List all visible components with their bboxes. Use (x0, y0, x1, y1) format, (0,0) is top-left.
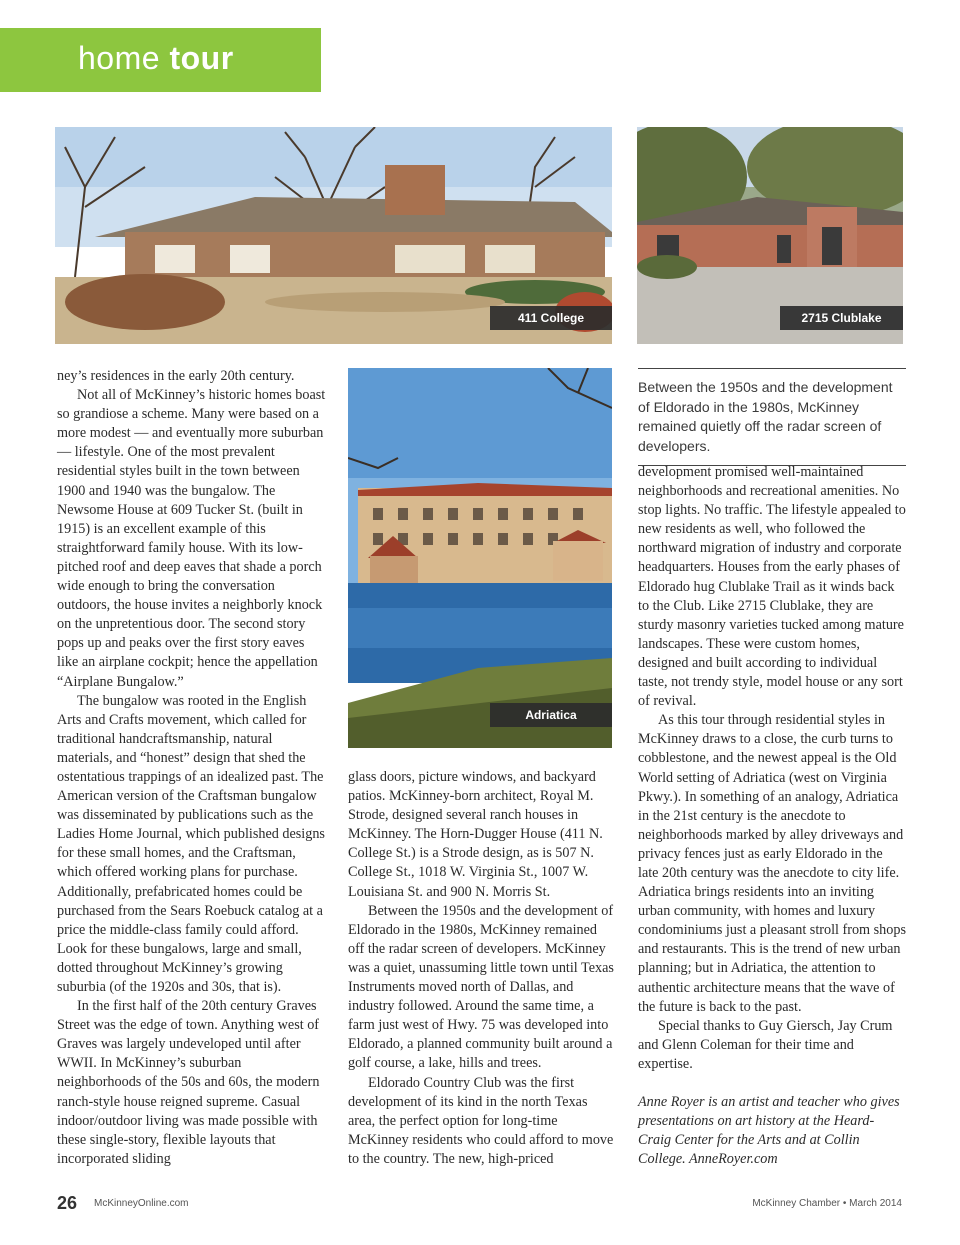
paragraph: Not all of McKinney’s historic homes boast so grandiose a scheme. Many were based on a more modest — and eventually more suburban — lifestyle. One of the most prevalent residential styles built in the town between 1900 and 1940 was the bungalow. The Newsome House at 609 Tucker St. (built in 1915) is an excellent example of this straightforward family house. With its low-pitched roof and deep eaves that shade a porch wide enough to bring the conversation outdoors, the house invites a neighborly knock on the unpretentious door. The second story pops up and peaks over the first story eaves like an airplane cockpit; hence the appellation “Airplane Bungalow.” (57, 387, 326, 690)
footer-website: McKinneyOnline.com (94, 1198, 189, 1209)
pull-quote: Between the 1950s and the development of Eldorado in the 1980s, McKinney remained quietly off the radar screen of developers. (638, 368, 906, 466)
section-title-light: home (78, 40, 170, 76)
paragraph: glass doors, picture windows, and backyard patios. McKinney-born architect, Royal M. Strode, designed several ranch houses in McKinney. The Horn-Dugger House (411 N. College St.) is a Strode design, as is 507 N. College St., 1018 W. Virginia St., 1007 W. Louisiana St. and 900 N. Morris St. (348, 769, 603, 900)
section-title-bold: tour (169, 40, 234, 76)
page-number: 26 (57, 1193, 78, 1213)
paragraph: ney’s residences in the early 20th century. (57, 368, 295, 384)
text-column-2 (348, 768, 616, 1169)
paragraph: The bungalow was rooted in the English Arts and Crafts movement, which called for traditional handcraftsmanship, natural materials, and “honest” design that shed the ostentatious trappings of an idealized past. The American version of the Craftsman bungalow was disseminated by publications such as the Ladies Home Journal, which published designs for these small homes, and the Craftsman, which offered working plans for purchase. Additionally, prefabricated homes could be purchased from the Sears Roebuck catalog at a price the middle-class family could afford. Look for these bungalows, large and small, dotted throughout McKinney’s growing suburbia (of the 1920s and 30s, that is). (57, 692, 325, 995)
author-bio: Anne Royer is an artist and teacher who gives presentations on art history at the Heard-Craig Center for the Arts and at Collin College. AnneRoyer.com (638, 1094, 900, 1168)
paragraph: Eldorado Country Club was the first development of its kind in the north Texas area, the perfect option for long-time McKinney residents who could afford to move to the country. The new, high-priced (348, 1074, 614, 1167)
caption-2715-clublake: 2715 Clublake (780, 306, 903, 330)
footer-publication: McKinney Chamber • March 2014 (752, 1198, 902, 1209)
photo-adriatica (348, 368, 612, 748)
caption-adriatica: Adriatica (490, 703, 612, 727)
paragraph: Special thanks to Guy Giersch, Jay Crum and Glenn Coleman for their time and expertise. (638, 1017, 893, 1072)
paragraph: development promised well-maintained neighborhoods and recreational amenities. No stop lights. No traffic. The lifestyle appealed to new residents as well, who followed the northward migration of industry and corporate headquarters. Houses from the early phases of Eldorado hug Clublake Trail as it winds back to the Club. Like 2715 Clublake, they are sturdy masonry varieties tucked among mature landscapes. These were custom homes, designed and built according to individual taste, not trendy style, model house or any sort of revival. (638, 464, 906, 710)
text-column-3 (638, 463, 906, 1169)
paragraph: In the first half of the 20th century Graves Street was the edge of town. Anything west of Graves was largely undeveloped until after WWII. In McKinney’s suburban neighborhoods of the 50s and 60s, the modern ranch-style house reigned supreme. Casual indoor/outdoor living was made possible with these single-story, flexible layouts that incorporated sliding (57, 998, 320, 1167)
section-title (78, 40, 234, 77)
text-column-1 (57, 367, 327, 1169)
paragraph: As this tour through residential styles in McKinney draws to a close, the curb turns to cobblestone, and the newest appeal is the Old World setting of Adriatica (west on Virginia Pkwy.). In something of an analogy, Adriatica in the 21st century is the anecdote to neighborhoods marked by alley driveways and privacy fences just as early Eldorado in the late 20th century was the anecdote to city life. Adriatica brings residents into an inviting urban community, with homes and luxury condominiums just a pleasant stroll from shops and restaurants. This is the trend of new urban planning; but in Adriatica, the attention to authentic architecture means that the wave of the future is back to the past. (638, 712, 906, 1015)
paragraph: Between the 1950s and the development of Eldorado in the 1980s, McKinney remained off the radar screen of developers. McKinney was a quiet, unassuming little town until Texas Instruments moved north of Dallas, and industry followed. Around the same time, a farm just west of Hwy. 75 was developed into Eldorado, a planned community built around a golf course, a lake, hills and trees. (348, 902, 614, 1072)
caption-411-college: 411 College (490, 306, 612, 330)
